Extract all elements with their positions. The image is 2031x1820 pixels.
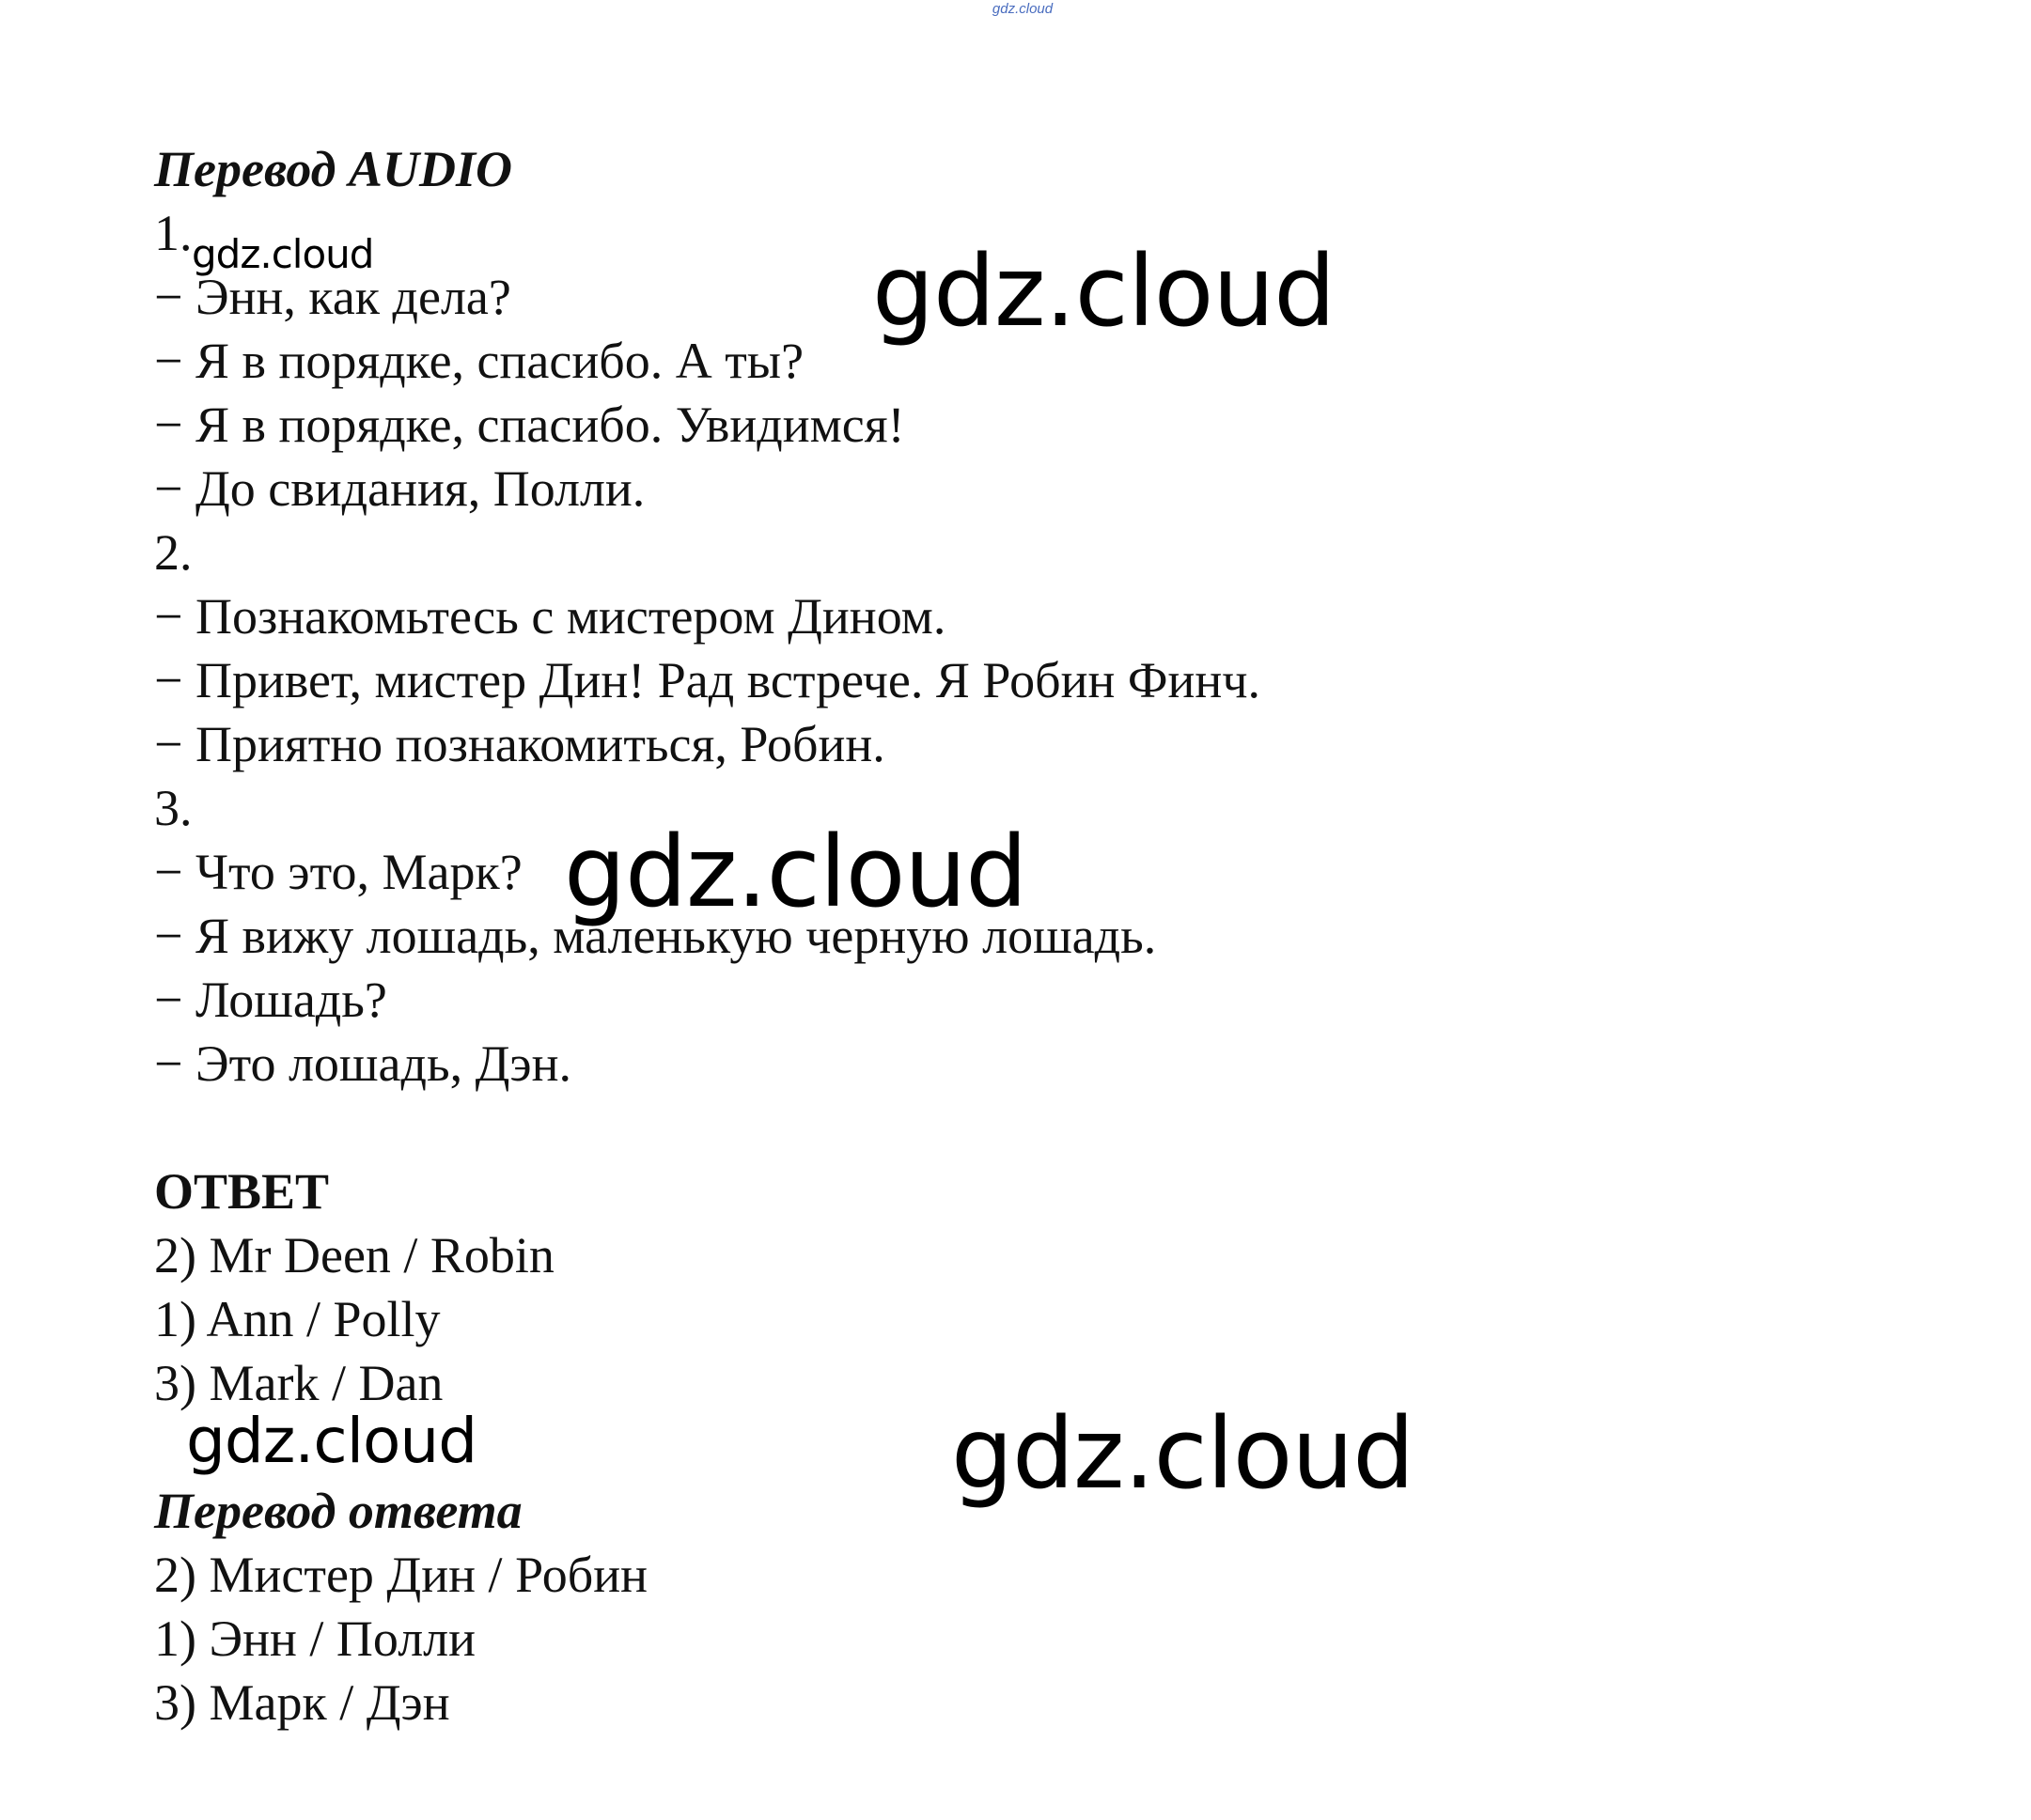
dialogue-3-number: 3. [154, 780, 193, 836]
dialogue-line: − Это лошадь, Дэн. [154, 1035, 571, 1092]
dialogue-2-number: 2. [154, 524, 193, 581]
answer-title: ОТВЕТ [154, 1163, 330, 1220]
answer-translation-item: 3) Марк / Дэн [154, 1674, 450, 1731]
dialogue-line: − Я вижу лошадь, маленькую черную лошадь. [154, 908, 1157, 964]
answer-translation-item: 2) Мистер Дин / Робин [154, 1547, 648, 1603]
dialogue-line: − Я в порядке, спасибо. Увидимся! [154, 397, 905, 453]
dialogue-line: − Что это, Марк? [154, 844, 523, 900]
dialogue-line: − Лошадь? [154, 972, 387, 1028]
watermark-large: gdz.cloud [951, 1396, 1414, 1511]
dialogue-line: − Приятно познакомиться, Робин. [154, 716, 885, 772]
dialogue-line: − До свидания, Полли. [154, 460, 646, 517]
watermark-small: gdz.cloud [192, 231, 374, 277]
answer-item: 2) Mr Deen / Robin [154, 1227, 555, 1283]
watermark-medium: gdz.cloud [186, 1405, 477, 1477]
dialogue-line: − Я в порядке, спасибо. А ты? [154, 333, 805, 389]
answer-translation-title: Перевод ответа [154, 1483, 523, 1539]
answer-translation-item: 1) Энн / Полли [154, 1610, 477, 1667]
audio-title: Перевод AUDIO [154, 141, 512, 197]
answer-item: 3) Mark / Dan [154, 1355, 444, 1411]
dialogue-line: − Энн, как дела? [154, 269, 511, 325]
dialogue-line: − Познакомьтесь с мистером Дином. [154, 588, 946, 645]
dialogue-1-number: 1. [154, 205, 193, 261]
answer-item: 1) Ann / Polly [154, 1291, 441, 1347]
watermark-large: gdz.cloud [564, 815, 1027, 929]
section-gap [154, 1096, 1752, 1159]
watermark-large: gdz.cloud [872, 234, 1336, 349]
dialogue-line: − Привет, мистер Дин! Рад встрече. Я Робин Финч. [154, 652, 1260, 708]
site-mark: gdz.cloud [992, 1, 1054, 17]
